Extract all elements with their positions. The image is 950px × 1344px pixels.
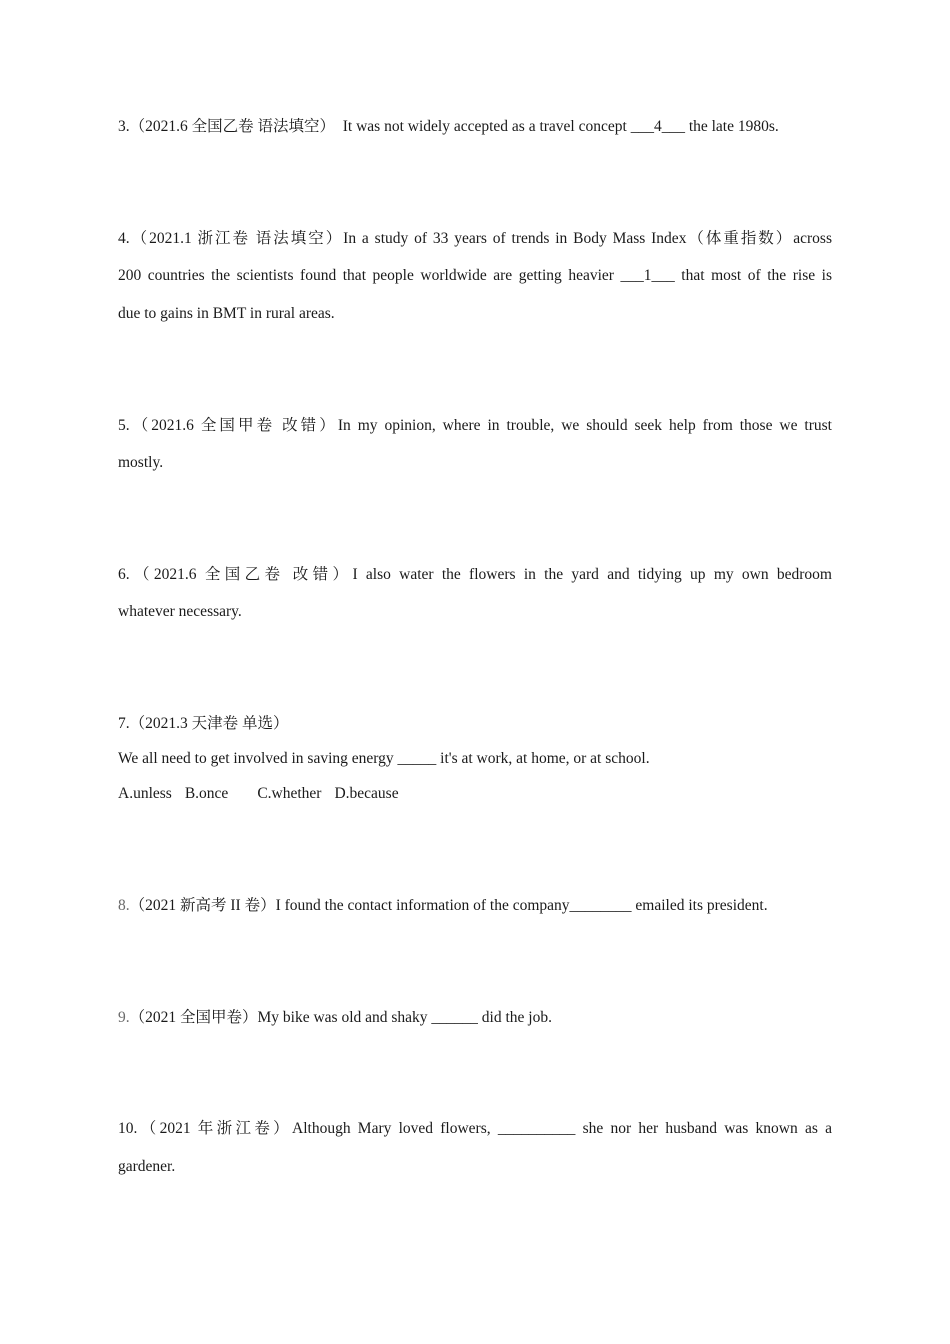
question-6-number: 6. (118, 566, 130, 583)
question-6-text-line-1: I also water the flowers in the yard and tidying up my own bedroom (352, 566, 832, 583)
question-10-number: 10. (118, 1120, 138, 1137)
question-9-number: 9. (118, 1009, 130, 1026)
question-9-text: My bike was old and shaky ______ did the job. (257, 1009, 552, 1026)
question-5-line-1 (118, 416, 832, 436)
question-8-number: 8. (118, 897, 130, 914)
question-4-text-line-2b: that most of the rise is (674, 267, 833, 284)
question-10-text-line-2: gardener. (118, 1158, 176, 1175)
question-4-text-line-2a: 200 countries the scientists found that people worldwide are getting heavier (118, 267, 621, 284)
question-6-text-line-2: whatever necessary. (118, 603, 242, 620)
question-10-text-line-1: Although Mary loved flowers, __________ she nor her husband was known as a (292, 1120, 832, 1137)
question-5-text-line-2: mostly. (118, 454, 164, 471)
question-4-blank: ___1___ (620, 267, 675, 284)
option-c: C.whether (257, 785, 322, 802)
question-5-text-line-1: In my opinion, where in trouble, we should seek help from those we trust (337, 417, 832, 434)
question-4-line-2 (118, 266, 832, 286)
question-4-source: （2021.1 浙江卷 语法填空） (129, 230, 344, 247)
question-7-stem (118, 749, 832, 769)
question-9-source: （2021 全国甲卷） (129, 1009, 258, 1026)
question-5-source: （2021.6 全国甲卷 改错） (129, 417, 338, 434)
question-10-line-1 (118, 1119, 832, 1139)
option-d: D.because (334, 785, 399, 802)
question-5-number: 5. (118, 417, 130, 434)
option-b: B.once (184, 785, 229, 802)
question-4-text-line-1: In a study of 33 years of trends in Body Mass Index（体重指数）across (343, 230, 832, 247)
question-3 (118, 117, 832, 137)
question-5-line-2 (118, 453, 832, 473)
question-3-text-before: It was not widely accepted as a travel concept (335, 118, 631, 135)
question-6-line-2 (118, 602, 832, 622)
question-4-line-3 (118, 304, 832, 324)
question-7-number: 7. (118, 715, 130, 732)
question-7-options (118, 784, 832, 804)
question-9 (118, 1008, 832, 1028)
question-3-blank: ___4___ (630, 118, 685, 135)
question-6-line-1 (118, 565, 832, 585)
question-7-stem-text: We all need to get involved in saving energy _____ it's at work, at home, or at school. (118, 750, 650, 767)
question-7-source: （2021.3 天津卷 单选） (129, 715, 289, 732)
question-3-text-after: the late 1980s. (684, 118, 779, 135)
question-3-number: 3. (118, 118, 130, 135)
question-4-number: 4. (118, 230, 130, 247)
question-10-source: （2021 年浙江卷） (137, 1120, 293, 1137)
question-10-line-2 (118, 1157, 832, 1177)
question-7-header (118, 714, 832, 734)
question-4-text-line-3: due to gains in BMT in rural areas. (118, 305, 335, 322)
question-3-source: （2021.6 全国乙卷 语法填空） (129, 118, 336, 135)
question-8 (118, 896, 832, 916)
question-6-source: （2021.6 全国乙卷 改错） (129, 566, 353, 583)
option-a: A.unless (118, 785, 172, 802)
question-4-line-1 (118, 229, 832, 249)
question-8-source: （2021 新高考 II 卷） (129, 897, 276, 914)
question-8-text: I found the contact information of the company________ emailed its president. (275, 897, 768, 914)
